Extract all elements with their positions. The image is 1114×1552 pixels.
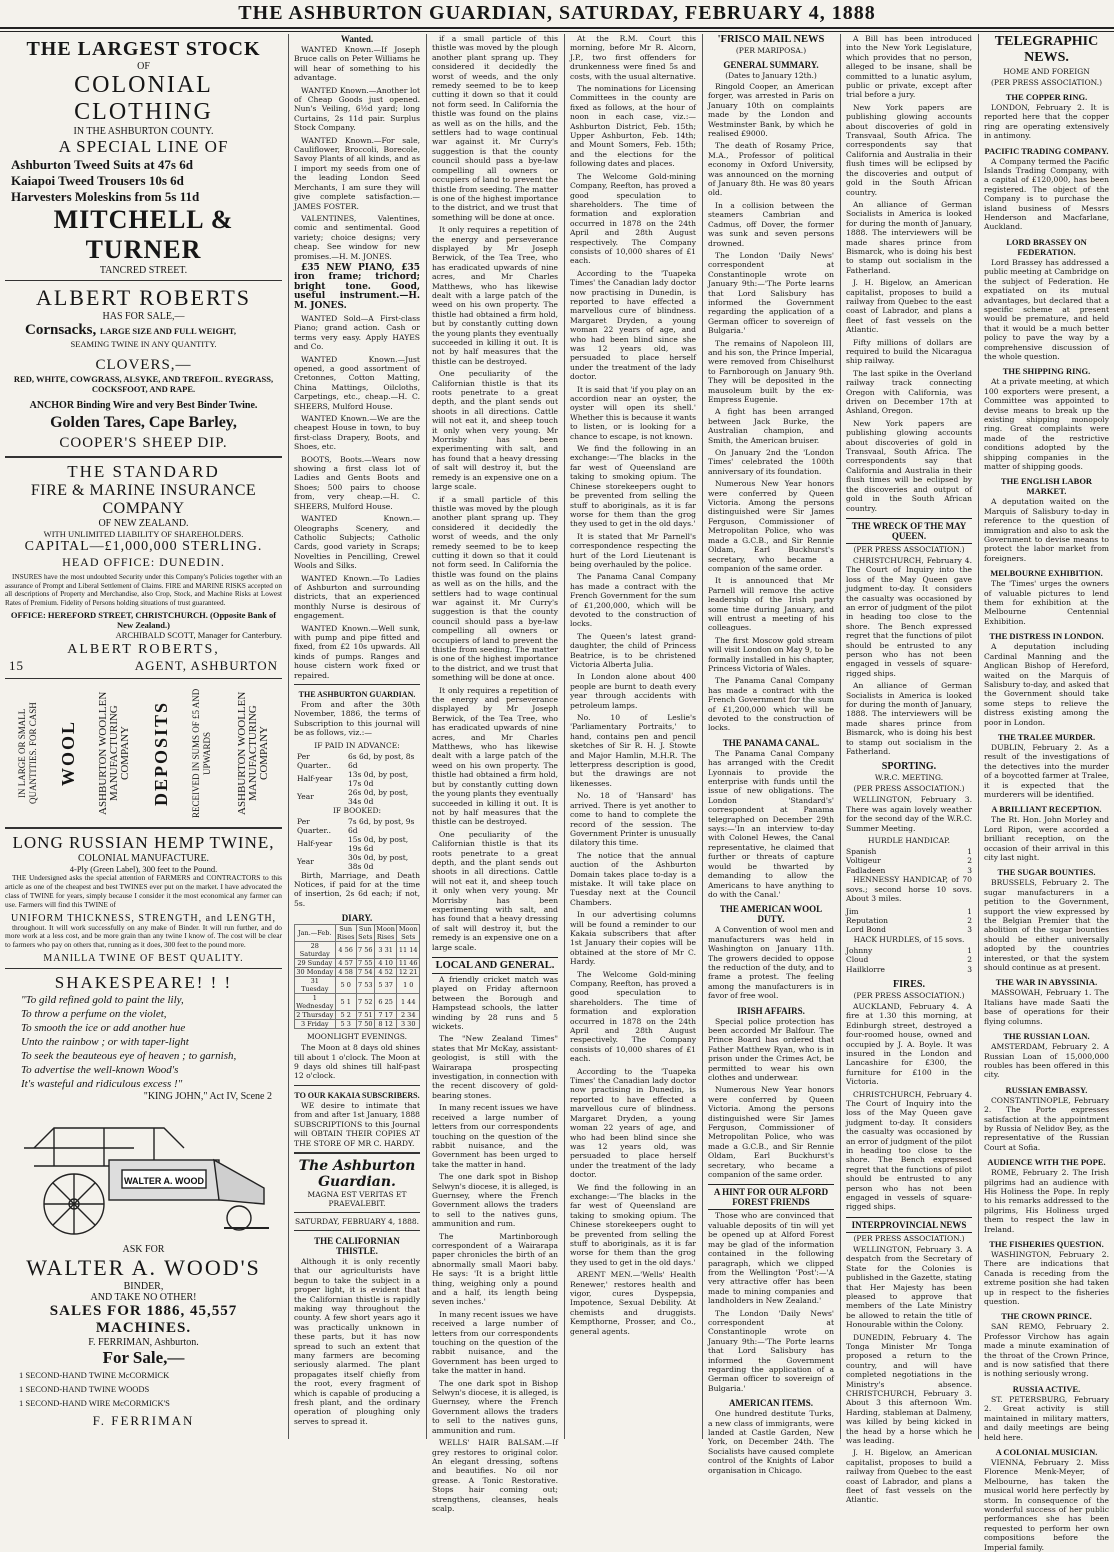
news-heading: RUSSIA ACTIVE. (1012, 1383, 1081, 1394)
take-no-other: AND TAKE NO OTHER! (90, 1291, 197, 1303)
alford-text: The London 'Daily News' correspondent at Constantinople wrote on January 9th:—'The Porte learns that Lord Salisbury has informed the Government regarding the application of a German officer to sovereign of Bulgaria.' (708, 1308, 834, 1393)
masthead-title: THE ASHBURTON GUARDIAN, SATURDAY, FEBRUARY 4, 1888 (238, 2, 876, 24)
news-text: AMSTERDAM, February 2. A Russian Loan of 15,000,000 roubles has been offered in this city. (984, 1042, 1109, 1080)
albert-roberts-heading: ALBERT ROBERTS (35, 285, 252, 310)
kakaia-text: WE desire to intimate that from and after 1st January, 1888 SUBSCRIPTIONS to this Journal will OBTAIN THEIR COPIES AT THE STORE OF MR C. HARDY. (294, 1100, 420, 1148)
news-heading: LORD BRASSEY ON FEDERATION. (1006, 236, 1087, 257)
for-sale-heading: For Sale,— (102, 1347, 185, 1367)
wanted-ad: WANTED Known.—If Joseph Bruce calls on Peter Williams he will hear of something to his advantage. (294, 45, 420, 83)
news-text: CONSTANTINOPLE, February 2. The Porte expresses satisfaction at the appointment by Russia of Nelidov Bey, as the representative of the Russian Court at Sofia. (984, 1095, 1109, 1152)
news-text: A Company termed the Pacific Islands Trading Company, with a capital of £120,000, has been registered. The object of the Company is to purchase the island business of Messrs Henderson and Macfarlane, Auckland. (984, 156, 1109, 232)
article-text: No. 10 of Leslie's 'Parliamentary Portraits,' to hand, contains pen and pencil sketches of Sir R. H. J. Stowte and Major Hamlin, M.H.R. The letterpress description is good, but the drawings are not likenesses. (570, 713, 696, 788)
poem-line: "To gild refined gold to paint the lily, (21, 993, 184, 1006)
news-text: LONDON, February 2. It is reported here that the copper ring are operating extensively in antimony. (984, 103, 1109, 141)
news-heading: THE SUGAR BOUNTIES. (997, 867, 1096, 878)
may-queen-text: CHRISTCHURCH, February 4. The Court of Inquiry into the loss of the May Queen gave judgment to-day. It considers the casualty was occasioned by an error of judgment of the pilot in heading too close to the shore. The Bench expressed regret that the functions of pilot should be entrusted to any person who has not been engaged in vessels of square-rigged ships. (846, 555, 972, 678)
article-text: A fight has been arranged between Jack Burke, the Australian champion, and Smith, the American bruiser. (708, 407, 834, 445)
clothing-item: Ashburton Tweed Suits at 47s 6d (11, 157, 193, 172)
christchurch-office: OFFICE: HEREFORD STREET, CHRISTCHURCH. (Opposite Bank of New Zealand.) (10, 610, 277, 631)
wanted-ad: WANTED Sold—A First-class Piano; grand action. Cash or terms very easy. Apply HAYES and Co. (294, 313, 420, 352)
paid-heading: IF PAID IN ADVANCE: (314, 740, 400, 750)
rates-table-booked: Per Quarter.. 7s 6d, by post, 9s 6d Half-year 15s 0d, by post, 19s 6d Year 30s 0d, by post, 38s 0d (297, 816, 415, 871)
may-queen-text: An alliance of German Socialists in America is looked for during the month of January, 1888. The interviewers will be made shares prince from Bismarck, who is doing his best to stamp out socialism in the Fatherland. (846, 681, 972, 757)
kakaia-heading: TO OUR KAKAIA SUBSCRIBERS. (294, 1090, 420, 1100)
article-text: The Panama Canal Company has made a contract with the French Government for the sum of £1,200,000, which will be devoted to the construction of locks. (570, 572, 696, 629)
firm-name: MITCHELL & TURNER (53, 205, 234, 264)
telegraphic-heading: TELEGRAPHIC NEWS. (994, 34, 1099, 65)
clothing-item: Harvesters Moleskins from 5s 11d (11, 189, 200, 204)
news-heading: THE SHIPPING RING. (1002, 366, 1091, 377)
column-3 (427, 34, 563, 1513)
article-text: In our advertising columns will be found a reminder to our Kakaia subscribers that after 1st January their copies will be obtained at the store of Mr C. Hardy. (570, 910, 696, 967)
news-heading: PACIFIC TRADING COMPANY. (984, 145, 1109, 156)
insurance-manager: ARCHIBALD SCOTT, Manager for Canterbury. (115, 630, 282, 641)
masthead (0, 0, 1114, 26)
wanted-ad: WANTED Known.—For sale, Cauliflower, Broccoli, Borecole, Savoy Plants of all kinds, and as I import my seeds from one of the leading London Seed Merchants, I am sure they will give complete satisfaction.—JAMES FOSTER. (294, 135, 420, 211)
clothing-ad-heading: COLONIAL CLOTHING (74, 72, 213, 125)
article-text: A Bill has been introduced into the New York Legislature, which provides that no person, alleged to be insane, shall be committed to a lunatic asylum, public or private, except after trial before a jury. (846, 34, 972, 100)
article-text: if a small particle of this thistle was moved by the plough another plant sprang up. They considered it decidedly the worst of weeds, and the only remedy seemed to be to keep cutting it down so that it could not form seed. In California the thistle was found on the plains as well as on the hills, and the settlers had to wage continual war against it. Mr Curry's suggestion is that the county council should pass a bye-law compelling all owners or occupiers of land to prevent the thistle from seeding. The matter is one of the highest importance to the district, and we trust that something will be done at once. (432, 34, 558, 222)
standard-company: FIRE & MARINE INSURANCE COMPANY (30, 482, 257, 517)
article-text: We find the following in an exchange:—'The blacks in the far west of Queensland are taking to smoking opium. The Chinese storekeepers ought to be prevented from selling the stuff to aboriginals, as it is far worse for them than the grog they used to get in the old days.' (570, 444, 696, 529)
thistle-heading: THE CALIFORNIAN THISTLE. (314, 1235, 400, 1256)
subscription-heading: THE ASHBURTON GUARDIAN. (298, 690, 416, 699)
article-text: An alliance of German Socialists in America is looked for during the month of January, 1888. The interviewers will be made shares prince from Bismarck, who is doing his best to stamp out socialism in the Fatherland. (846, 199, 972, 275)
article-text: It is said that 'if you play on an accordion near an oyster, the oyster will open its shell.' Whether this is because it wants to listen, or is looking for a chance to escape, is not known. (570, 384, 696, 441)
hemp-ply: 4-Ply (Green Label), 300 feet to the Pound. (69, 864, 218, 875)
walter-wood: WALTER A. WOOD'S (26, 1254, 261, 1280)
wanted-ad: VALENTINES, Valentines, comic and sentimental. Good variety; choice designs; very cheap. See window for new promises.—H. M. JONES. (294, 213, 420, 261)
agent-number: 15 (9, 658, 24, 674)
advert-column (0, 34, 287, 1439)
press-assoc: (PER PRESS ASSOCIATION.) (853, 544, 965, 554)
telegraphic-column (979, 34, 1114, 1552)
cornsacks-note: LARGE SIZE AND FULL WEIGHT, (100, 326, 236, 336)
hemp-colonial: COLONIAL MANUFACTURE. (77, 853, 210, 865)
news-heading: RUSSIAN EMBASSY. (1005, 1084, 1088, 1095)
ferriman-ashburton: F. FERRIMAN, Ashburton. (88, 1336, 199, 1348)
press-assoc: (PER PRESS ASSOCIATION.) (853, 784, 965, 794)
race-results: Jim 1 Reputation 2 Lord Bond 3 (846, 906, 972, 935)
article-text: According to the 'Tuapeka Times' the Canadian lady doctor now practising in Dunedin, is reported to have effected a marvellous cure of blindness. Margaret Dryden, a young woman 22 years of age, and who had been blind since she was 12 years old, was persuaded to place herself under the treatment of the lady doctor. (570, 268, 696, 382)
news-heading: AUDIENCE WITH THE POPE. (987, 1157, 1106, 1168)
uniform-text: throughout. It will work successfully on any make of Binder. It will run further, and do more work at a less cost, and be more grain than any twine I know of. The cost will be clear to farmers who pay on others that, running as it does, 300 feet to the pound more. (5, 922, 282, 950)
standard-head-office: HEAD OFFICE: DUNEDIN. (62, 555, 225, 569)
news-heading: THE TRALEE MURDER. (997, 731, 1096, 742)
article-text: No. 18 of 'Hansard' has arrived. There is yet another to come to hand to complete the record of the session. The Government Printer is unusually dilatory this time. (570, 791, 696, 848)
american-text: One hundred destitute Turks, a new class of immigrants, were landed at Castle Garden, New York, on December 24th. The Socialists have caused complete control of the Knights of Labor organisation in Chicago. (708, 1409, 834, 1475)
news-heading: A BRILLIANT RECEPTION. (991, 804, 1102, 815)
sheep-dip: COOPER'S SHEEP DIP. (59, 435, 228, 451)
article-text: J. H. Bigelow, an American capitalist, proposes to build a railway from Quebec to the east coast of Labrador, and plans a fleet of fast vessels on the Atlantic. (846, 278, 972, 335)
clothing-ad-title: THE LARGEST STOCK (26, 38, 261, 60)
news-text: VIENNA, February 2. Miss Florence Menk-Meyer, of Melbourne, has taken the musical world here perfectly by storm. In consequence of the wonderful success of her public performances she has been requested to perform her own compositions before the Imperial family. (984, 1457, 1109, 1552)
article-text: Ringold Cooper, an American forger, was arrested in Paris on January 10th on complaints made by the London and Westminster Bank, by which he realised £9000. (708, 82, 834, 139)
insurance-text: INSURES have the most undoubted Security under this Company's Policies together with an assurance of Prompt and Liberal Settlement of Claims. FIRE and MARINE RISKS accepted on all descriptions of Property and Merchandise, also Crop, Stock, and Machine Risks at Lowest Rates of Premium. Fidelity of Persons holding situations of trust guaranteed. (5, 573, 282, 607)
frisco-heading: 'FRISCO MAIL NEWS (717, 34, 825, 45)
article-text: At the R.M. Court this morning, before Mr R. Alcorn, J.P., two first offenders for drunkenness were fined 5s and costs, with the usual alternative. (570, 34, 696, 81)
news-heading: THE RUSSIAN LOAN. (1003, 1031, 1090, 1042)
interprovincial-text: J. H. Bigelow, an American capitalist, proposes to build a railway from Quebec to the east coast of Labrador, and plans a fleet of fast vessels on the Atlantic. (846, 1448, 972, 1505)
cornsacks: Cornsacks, (25, 322, 97, 338)
home-foreign: HOME AND FOREIGN (1003, 67, 1090, 76)
diary-table: Jan.—Feb. Sun Rises Sun Sets Moon Rises Moon Sets 28 Saturday 4 56 7 56 3 31 11 14 29 Sunday 4 57 7 55 4 10 11 46 30 Monday 4 58 7 54 4 52 12 21 31 Tuesday 5 0 7 53 5 37 1 0 1 Wednesday 5 1 7 52 6 25 1 44 2 Thursday 5 2 7 51 7 17 2 34 3 Friday 5 3 7 50 8 12 3 30 (296, 925, 418, 1029)
poem-line: To advertise the well-known Wood's (21, 1063, 179, 1076)
standard-nz: OF NEW ZEALAND. (98, 518, 189, 529)
fires-heading: FIRES. (893, 978, 925, 990)
news-text: SAN REMO, February 2. Professor Virchow has again made a minute examination of the throat of the Crown Prince, and is now satisfied that there is nothing seriously wrong. (984, 1322, 1109, 1379)
alford-text: Those who are convinced that valuable deposits of tin will yet be opened up at Alford Forest may be glad of the information contained in the following paragraph, which we clipped from the Wellington 'Post':—'A very attractive offer has been made to mining companies and landholders in New Zealand.' (708, 1211, 834, 1306)
article-text: On January 2nd the 'London Times' celebrated the 100th anniversary of its foundation. (708, 448, 834, 476)
article-text: ARENT MEN.—'Wells' Health Renewer,' restores health and vigor, cures Dyspepsia, Impotence, Sexual Debility. At chemists and druggists. Kempthorne, Prosser, and Co., general agents. (570, 1270, 696, 1336)
may-queen-heading: THE WRECK OF THE MAY QUEEN. (846, 518, 972, 544)
manilla-twine: MANILLA TWINE OF BEST QUALITY. (43, 952, 244, 964)
diary-heading: DIARY. (341, 913, 373, 924)
hurdle-handicap: HURDLE HANDICAP. (868, 836, 950, 846)
guardian-motto: MAGNA EST VERITAS ET PRAEVALEBIT. (307, 1189, 407, 1208)
binder-label: BINDER, (123, 1280, 164, 1292)
notices-text: Birth, Marriage, and Death Notices, if paid for at the time of insertion, 2s 6d each; if not, 5s. (294, 870, 420, 908)
wanted-ad: WANTED Known.—We are the cheapest House in town, to buy first-class Drapery, Boots, and Shoes, etc. (294, 414, 420, 452)
wanted-ad: WANTED Known.—Another lot of Cheap Goods just opened. Nun's Veiling, 6½d yard; long Curtains, 2s 11d pair. Surplus Stock Company. (294, 85, 420, 133)
press-assoc: (PER PRESS ASSOCIATION.) (853, 1233, 965, 1243)
news-heading: THE FISHERIES QUESTION. (989, 1239, 1104, 1249)
panama-text: The Panama Canal Company has arranged with the Credit Lyonnais to provide the enterprise with funds until the issue of new obligations. The London 'Standard's' correspondent at Panama telegraphed on December 29th says:—'In an interview to-day with Colonel Hewes, the Canal representative, he claimed that further or threats of capture would be thwarted by demanding to allow the Americans to have anything to do with the Canal.' (708, 748, 834, 899)
news-heading: MELBOURNE EXHIBITION. (990, 568, 1103, 579)
local-general-heading: LOCAL AND GENERAL. (432, 957, 558, 974)
wanted-ad: WANTED Known.—Just opened, a good assortment of Cretonnes, Cotton Matting, China Mattings, Oilcloths, Carpetings, etc., cheap.—H. C. SHEERS, Mulford House. (294, 354, 420, 411)
race-results: Johnny 1 Cloud 2 Hailklorre 3 (846, 945, 972, 974)
masthead-rule-thin (0, 31, 1114, 32)
fires-text: CHRISTCHURCH, February 4. The Court of Inquiry into the loss of the May Queen gave judgment to-day. It considers the casualty was occasioned by an error of judgment of the pilot in heading too close to the shore. The Bench expressed regret that the functions of pilot should be entrusted to any person who has not been engaged in vessels of square-rigged ships. (846, 1089, 972, 1212)
news-text: At a private meeting, at which 100 exporters were present, a Committee was appointed to devise means to break up the existing shipping monopoly ring. Great complaints were made of the restrictive conditions adopted by the shipping companies in the matter of shipping goods. (984, 377, 1109, 471)
column-5 (703, 34, 839, 1475)
woollen-company: ASHBURTON WOOLLEN MANUFACTURING COMPANY (97, 691, 132, 816)
news-heading: A COLONIAL MUSICIAN. (995, 1446, 1098, 1457)
hemp-twine-heading: LONG RUSSIAN HEMP TWINE, (12, 833, 275, 853)
thistle-text: Although it is only recently that our agriculturists have begun to take the subject in a proper light, it is evident that the Californian thistle is rapidly making way throughout the county. A few short years ago it was practically unknown in these parts, but it has now spread to such an extent that many farmers are becoming seriously alarmed. The plant propagates itself chiefly from the root, every fragment of which is capable of producing a fresh plant, and the ordinary operation of ploughing only serves to spread it. (294, 1256, 420, 1426)
moonlight-heading: MOONLIGHT EVENINGS. (306, 1032, 408, 1042)
news-heading: THE DISTRESS IN LONDON. (989, 631, 1104, 642)
news-text: BRUSSELS, February 2. The sugar manufacturers in a petition to the Government, support the view expressed by the Belgian Premier that the abolition of the sugar bounties should be either universally adopted by the countries interested, or that the system should continue as at present. (984, 878, 1109, 973)
king-john-citation: "KING JOHN," Act IV, Scene 2 (143, 1090, 272, 1102)
poem-line: To smooth the ice or add another hue (21, 1021, 186, 1034)
deposits-ad: DEPOSITS (150, 700, 171, 806)
article-text: It only requires a repetition of the energy and perseverance displayed by Mr Joseph Berwick, of the Tea Tree, who has eradicated upwards of nine acres, and Mr Charles Matthews, who has likewise dealt with a large patch of the weed on his own property. The thistle had obtained a firm hold, but by constantly cutting down the young plants they eventually succeeded in killing it out. It is not by half measures that the thistle can be destroyed. (432, 225, 558, 366)
news-heading: THE CROWN PRINCE. (1001, 1311, 1092, 1322)
article-text: New York papers are publishing glowing accounts about discoveries of gold in Transvaal, South Africa. The correspondents say that California and Australia in their flush times will be eclipsed by the discoveries and output of gold in the South African country. (846, 418, 972, 513)
race-results: Spanish 1 Voltigeur 2 Fadladeen 3 (846, 847, 972, 875)
machine-for-sale: 1 SECOND-HAND TWINE WOODS (19, 1383, 150, 1394)
frisco-sub: (PER MARIPOSA.) (735, 46, 807, 55)
poem-line: To seek the beauteous eye of heaven ; to garnish, (21, 1049, 237, 1062)
vertical-adverts (5, 683, 282, 823)
article-text: The London 'Daily News' correspondent at Constantinople wrote on January 9th:—'The Porte learns that Lord Salisbury has informed the Government regarding the application of a German officer to sovereign of Bulgaria.' (708, 250, 834, 336)
article-text: New York papers are publishing glowing accounts about discoveries of gold in Transvaal, South Africa. The correspondents say that California and Australia in their flush times will be eclipsed by the discoveries and output of gold in the South African country. (846, 102, 972, 197)
sales-figure: SALES FOR 1886, 45,557 MACHINES. (49, 1302, 238, 1336)
article-text: The death of Rosamy Price, M.A., Professor of political economy in Oxford University, was announced on the morning of January 8th. He was 80 years old. (708, 141, 834, 198)
article-text: One peculiarity of the Californian thistle is that its roots penetrate to a great depth, and the plant sends out shoots in all directions. Cattle will not eat it, and sheep touch it only when very young. Mr Morrisby has been experimenting with salt, and has found that a heavy dressing of salt will destroy it, but the remedy is an expensive one on a large scale. (432, 369, 558, 492)
woollen-company-2: ASHBURTON WOOLLEN MANUFACTURING COMPANY (235, 691, 270, 816)
article-text: The Welcome Gold-mining Company, Reefton, has proved a good speculation to shareholders. The time of formation and exploration occurred in 1878 on the 24th April and 28th August respectively. The Company consists of 10,000 shares of £1 each. (570, 171, 696, 266)
local-item: The one dark spot in Bishop Selwyn's diocese, it is alleged, is Guernsey, where the French Government allows the traders to sell to the natives guns, ammunition and rum. (432, 1378, 558, 1435)
svg-text:WALTER A. WOOD: WALTER A. WOOD (123, 1175, 204, 1186)
irish-text: Numerous New Year honors were conferred by Queen Victoria. Among the persons distinguished were Sir James Ferguson, Commissioner of Metropolitan Police, who was made a G.C.B., and Sir Rennie Oldam, Earl Buckhurst's secretary, who became a companion of the same order. (708, 1085, 834, 1180)
panama-heading: THE PANAMA CANAL. (722, 737, 820, 748)
local-item: The "New Zealand Times" states that Mr McKay, assistant-geologist, is still with the Wairarapa prospecting investigation, in connection with the recent discovery of gold-bearing stones. (432, 1034, 558, 1100)
article-text: According to the 'Tuapeka Times' the Canadian lady doctor now practising in Dunedin, is reported to have effected a marvellous cure of blindness. Margaret Dryden, a young woman 22 years of age, and who had been blind since she was 12 years old, was persuaded to place herself under the treatment of the lady doctor. (570, 1066, 696, 1180)
wool-duty-text: A Convention of wool men and manufacturers was held in Washington on January 11th. The growers decided to oppose the reduction of the duty, and to frame a protest. The feeling among the manufacturers is in favor of free wool. (708, 925, 834, 1001)
news-text: A deputation waited on the Marquis of Salisbury to-day in reference to the question of immigration and also to ask the Government to devise means to protect the labor market from foreigners. (984, 497, 1109, 563)
article-text: The nominations for Licensing Committees in the county are fixed as follows, at the hour of noon in each case, viz.:—Ashburton District, Feb. 15th; Upper Ashburton, Feb. 14th; and Mount Somers, Feb. 15th; and the elections for the following dates and places. (570, 84, 696, 169)
issue-date: SATURDAY, FEBRUARY 4, 1888. (294, 1216, 420, 1226)
news-text: Lord Brassey has addressed a public meeting at Cambridge on the subject of Federation. He expatiated on its mutual advantages, but declared that a specific scheme at present would be premature, and held that it would be a much better policy to pave the way by a comprehensive discussion of the whole question. (984, 257, 1109, 361)
poem-line: It's wasteful and ridiculous excess !" (21, 1077, 183, 1090)
summary-heading: GENERAL SUMMARY. (723, 60, 819, 70)
standard-heading: THE STANDARD (67, 462, 220, 481)
hemp-text: THE Undersigned asks the special attention of FARMERS and CONTRACTORS to this article as one of the cheapest and best TWINES ever put on the market. I have advocated the class of TWINE for years, simply because I consider it the most economical any farmer can use. Farmers will find this TWINE of (5, 873, 282, 909)
machine-for-sale: 1 SECOND-HAND WIRE McCORMICK'S (19, 1397, 170, 1408)
poem-line: Unto the rainbow ; or with taper-light (21, 1035, 189, 1048)
alford-heading: A HINT FOR OUR ALFORD FOREST FRIENDS (708, 1184, 834, 1210)
article-text: Numerous New Year honors were conferred by Queen Victoria. Among the persons distinguished were Sir James Ferguson, Commissioner of Metropolitan Police, who was made a G.C.B., and Sir Rennie Oldam, Earl Buckhurst's secretary, who became a companion of the same order. (708, 479, 834, 573)
clothing-ad-county: IN THE ASHBURTON COUNTY. (73, 126, 214, 137)
wool-duty-heading: THE AMERICAN WOOL DUTY. (719, 904, 823, 925)
wool-ad-sub: IN LARGE OR SMALL QUANTITIES. FOR CASH (17, 702, 39, 805)
agent-title: AGENT, ASHBURTON (134, 658, 278, 674)
wrc-heading: W.R.C. MEETING. (874, 773, 944, 783)
seaming-twine: SEAMING TWINE IN ANY QUANTITY. (70, 339, 217, 349)
article-text: One peculiarity of the Californian thistle is that its roots penetrate to a great depth, and the plant sends out shoots in all directions. Cattle will not eat it, and sheep touch it only when very young. Mr Morrisby has been experimenting with salt, and has found that a heavy dressing of salt will destroy it, but the remedy is an expensive one on a large scale. (432, 829, 558, 952)
clovers: CLOVERS,— (95, 357, 192, 373)
column-4 (565, 34, 701, 1439)
local-item: The Martinborough correspondent of a Wairarapa paper chronicles the birth of an abnormally small Maori baby. He says: 'It is a bright little thing, weighing only a pound and a half, its length being seven inches.' (432, 1231, 558, 1307)
shakespeare-poem (5, 993, 282, 1091)
machine-for-sale: 1 SECOND-HAND TWINE McCORMICK (19, 1369, 170, 1380)
clothing-ad-special: A SPECIAL LINE OF (58, 137, 229, 156)
moonlight-text: The Moon at 8 days old shines till about 1 o'clock. The Moon at 9 days old shines till half-past 12 o'clock. (294, 1043, 420, 1081)
article-text: The Panama Canal Company has made a contract with the French Government for the sum of £1,200,000 which will be devoted to the construction of locks. (708, 676, 834, 733)
ask-for: ASK FOR (122, 1243, 165, 1255)
news-heading: THE WAR IN ABYSSINIA. (995, 977, 1098, 988)
article-text: if a small particle of this thistle was moved by the plough another plant sprang up. They considered it decidedly the worst of weeds, and the only remedy seemed to be to keep cutting it down so that it could not form seed. In California the thistle was found on the plains as well as on the hills, and the settlers had to wage continual war against it. Mr Curry's suggestion is that the county council should pass a bye-law compelling all owners or occupiers of land to prevent the thistle from seeding. The matter is one of the highest importance to the district, and we trust that something will be done at once. (432, 494, 558, 683)
fires-text: AUCKLAND, February 4. A fire at 1.30 this morning, at Edinburgh street, destroyed a four-roomed house, owned and occupied by J. A. Boyle. It was insured in the London and Lancashire for £300, the furniture for £100 in the Victoria. (846, 1001, 972, 1087)
shakespeare-heading: SHAKESPEARE! ! ! (54, 972, 233, 992)
news-text: ROME, February 2. The Irish pilgrims had an audience with His Holiness the Pope. In reply to his remarks addressed to the pilgrims, His Holiness urged them to respect the law in Ireland. (984, 1168, 1109, 1234)
interprovincial-heading: INTERPROVINCIAL NEWS (846, 1217, 972, 1233)
news-heading: THE COPPER RING. (1005, 92, 1088, 102)
news-heading: THE ENGLISH LABOR MARKET. (1000, 476, 1093, 497)
news-text: MASSOWAH, February 1. The Italians have made Saati the base of operations for their flying columns. (984, 988, 1109, 1026)
clover-list: RED, WHITE, COWGRASS, ALSYKE, AND TREFOIL. RYEGRASS, COCKSFOOT, AND RAPE. (13, 374, 274, 394)
column-6 (841, 34, 977, 1505)
news-text: The 'Times' urges the owners of valuable pictures to lend them for exhibition at the Melbourne Centennial Exhibition. (984, 579, 1109, 626)
press-assoc: (PER PRESS ASSOCIATION.) (990, 78, 1103, 87)
column-2 (289, 34, 425, 1439)
local-item: The one dark spot in Bishop Selwyn's diocese, it is alleged, is Guernsey, where the French Government allows the traders to sell to the natives guns, ammunition and rum. (432, 1172, 558, 1229)
subscription-text: From and after the 30th November, 1886, the terms of Subscription to this journal will be as follows, viz.:— (294, 700, 420, 738)
article-text: The last spike in the Overland railway track connecting Oregon with California, was driven on December 17th at Ashland, Oregon. (846, 368, 972, 416)
news-text: DUBLIN, February 2. As a result of the investigations of the detectives into the murder of a boycotted farmer at Tralee, it is expected that the murderers will be identified. (984, 742, 1109, 799)
article-text: The first Moscow gold stream will visit London on May 9, to be formally installed in his chapter, Princess Victoria of Wales. (708, 635, 834, 673)
article-text: Fifty millions of dollars are required to build the Nicaragua ship railway. (846, 337, 972, 366)
local-item: In many recent issues we have received a large number of letters from our correspondents touching on the question of the rabbit nuisance, and the Government has been urged to take the matter in hand. (432, 1103, 558, 1169)
rates-table: Per Quarter.. 6s 6d, by post, 8s 6d Half-year 13s 0d, by post, 17s 0d Year 26s 0d, by post, 34s 0d (297, 751, 415, 806)
wanted-heading: Wanted. (340, 34, 374, 44)
news-text: ST. PETERSBURG, February 2. Great activity is still maintained in military matters, and daily meetings are being held here. (984, 1394, 1109, 1442)
wanted-ad: BOOTS, Boots.—Wears now showing a first class lot of Ladies and Gents Boots and Shoes; 500 pairs to choose from, very cheap.—H. C. SHEERS, Mulford House. (294, 454, 420, 511)
wanted-ad: WANTED Known.—Oleographs Scenery, and Catholic Subjects; Catholic Cards, good variety in Scraps; Novelties in Pencilling, Crewel Wools and Silks. (294, 514, 420, 571)
article-text: It is stated that Mr Parnell's correspondence respecting the hurt of the Lord Lieutenant is being overhauled by the police. (570, 531, 696, 569)
wool-ad: WOOL (58, 720, 79, 787)
firm-street: TANCRED STREET. (99, 265, 188, 276)
wanted-ad: £35 NEW PIANO, £35 iron frame; trichord; bright tone. Good, useful instrument.—H. M. JONES. (294, 262, 420, 311)
press-assoc: (PER PRESS ASSOCIATION.) (853, 990, 965, 1000)
ferriman-signature: F. FERRIMAN (92, 1412, 195, 1428)
article-text: It only requires a repetition of the energy and perseverance displayed by Mr Joseph Berwick, of the Tea Tree, who has eradicated upwards of nine acres, and Mr Charles Matthews, who has likewise dealt with a large patch of the weed on his own property. The thistle had obtained a firm hold, but by constantly cutting down the young plants they eventually succeeded in killing it out. It is not by half measures that the thistle can be destroyed. (432, 685, 558, 827)
article-text: We find the following in an exchange:—'The blacks in the far west of Queensland are taking to smoking opium. The Chinese storekeepers ought to be prevented from selling the stuff to aboriginals, as it is far worse for them than the grog they used to get in the old days.' (570, 1182, 696, 1267)
article-text: It is announced that Mr Parnell will remove the active leadership of the Irish party some time during January, and will entrust a meeting of his colleagues. (708, 576, 834, 633)
news-text: WASHINGTON, February 2. There are indications that Canada is receding from the extreme position she had taken up in respect to the fisheries question. (984, 1250, 1109, 1307)
wanted-ad: WANTED Known.—To Ladies of Ashburton and surrounding districts, that an experienced monthly Nurse is desirous of engagement. (294, 573, 420, 621)
standard-liability: WITH UNLIMITED LIABILITY OF SHAREHOLDERS. (43, 529, 244, 539)
golden-tares: Golden Tares, Cape Barley, (50, 414, 237, 431)
american-heading: AMERICAN ITEMS. (728, 1398, 813, 1409)
article-text: The Queen's latest grand-daughter, the child of Princess Beatrice, is to be christened Victoria Alberta Julia. (570, 631, 696, 669)
local-item: In many recent issues we have received a large number of letters from our correspondents touching on the question of the rabbit nuisance, and the Government has been urged to take the matter in hand. (432, 1309, 558, 1376)
sporting-heading: SPORTING. (881, 761, 937, 773)
article-text: In a collision between the steamers Cambrian and Cadmus, off Dover, the former was sunk and seven persons drowned. (708, 200, 834, 248)
deposits-sub: RECEIVED IN SUMS OF £5 AND UPWARDS (190, 688, 212, 819)
poem-line: To throw a perfume on the violet, (21, 1007, 167, 1020)
local-item: A friendly cricket match was played on Friday afternoon between the Borough and Hampstead schools, the latter winding by 28 runs and 5 wickets. (432, 975, 558, 1032)
standard-capital: CAPITAL—£1,000,000 STERLING. (24, 539, 263, 554)
article-text: The notice that the annual auction of the Ashburton Domain takes place to-day is a mistake. It will take place on Tuesday next at the Council Chambers. (570, 850, 696, 907)
news-text: The Rt. Hon. John Morley and Lord Ripon, were accorded a brilliant reception, on the occasion of their arrival in this city last night. (984, 815, 1109, 862)
booked-heading: IF BOOKED: (332, 805, 382, 815)
article-text: The remains of Napoleon III, and his son, the Prince Imperial, were removed from Chiselhurst to Farnborough on January 9th. They will be deposited in the mausoleum built by the ex-Empress Eugenie. (708, 338, 834, 404)
albert-forsale: HAS FOR SALE,— (102, 311, 185, 322)
hack-hurdles: HACK HURDLES, of 15 sovs. (853, 934, 965, 944)
news-text: A deputation including Cardinal Manning and the Anglican Bishop of Hereford, waited on the Marquis of Salisbury to-day, and asked that the Government should take some steps to relieve the distress existing among the poor in London. (984, 642, 1109, 727)
irish-heading: IRISH AFFAIRS. (737, 1005, 805, 1016)
uniform-heading: UNIFORM THICKNESS, STRENGTH, and LENGTH, (10, 912, 277, 924)
clothing-item: Kaiapoi Tweed Trousers 10s 6d (11, 173, 184, 188)
anchor-wire: ANCHOR Binding Wire and very Best Binder Twine. (29, 400, 258, 411)
article-text: The Welcome Gold-mining Company, Reefton, has proved a good speculation to shareholders. The time of formation and exploration occurred in 1878 on the 24th April and 28th August respectively. The Company consists of 10,000 shares of £1 each. (570, 969, 696, 1064)
masthead-rule (0, 27, 1114, 29)
agent-name: ALBERT ROBERTS, (67, 642, 220, 658)
guardian-banner: The Ashburton Guardian. (298, 1157, 416, 1190)
local-item: WELLS' HAIR BALSAM.—If grey restores to original color. An elegant dressing, softens and beautifies. No oil nor grease. A Tonic Restorative. Stops hair coming out; strengthens, cleanses, heals scalp. (432, 1438, 558, 1513)
wanted-ad: WANTED Known.—Well sunk, with pump and pipe fitted and fixed, from £2 10s upwards. All kinds of pumps. Ranges and house cistern work fixed or repaired. (294, 623, 420, 680)
summary-date: (Dates to January 12th.) (725, 71, 817, 80)
wrc-text: WELLINGTON, February 3. There was again lovely weather for the second day of the W.R.C. Summer Meeting. (846, 795, 972, 833)
interprovincial-text: DUNEDIN, February 4. The Tonga Minister Mr Tonga proposed a return to the country, and will have completed negotiations in the Ministry's absence. CHRISTCHURCH, February 3. About 3 this afternoon Wm. Harding, stableman at Dalmeny, was killed by being kicked in the head by a horse which he was leading. (846, 1332, 972, 1445)
hennessy-text: HENNESSY HANDICAP, of 70 sovs.; second horse 10 sovs. About 3 miles. (846, 875, 972, 904)
interprovincial-text: WELLINGTON, February 3. A despatch from the Secretary of State for the Colonies is published in the Gazette, stating that Her Majesty has been pleased to approve that members of the Late Ministry be allowed to retain the title of Honourable within the Colony. (846, 1244, 972, 1330)
clothing-ad-of: OF (137, 61, 150, 72)
binder-machine-illustration (14, 1108, 274, 1238)
irish-text: Special police protection has been accorded Mr Balfour. The Prince Board has ordered that Father Matthew Ryan, who is in prison under the Crimes Act, be permitted to wear his own clothes and underwear. (708, 1016, 834, 1082)
article-text: In London alone about 400 people are burnt to death every year through accidents with petroleum lamps. (570, 672, 696, 710)
